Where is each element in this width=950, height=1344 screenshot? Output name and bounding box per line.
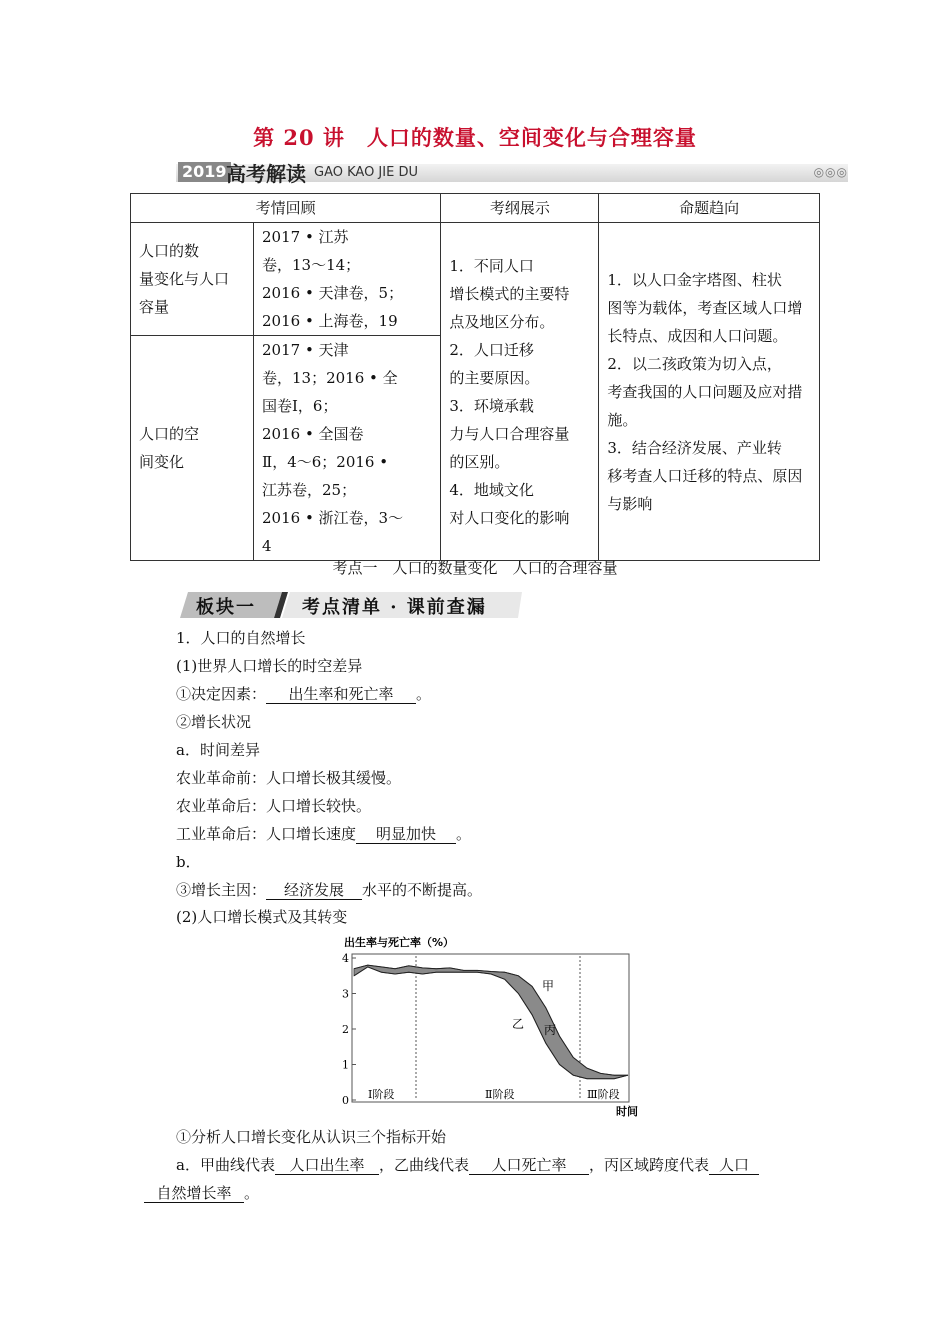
- header-review: 考情回顾: [131, 194, 441, 223]
- content-line: 农业革命后：人口增长较快。: [176, 797, 372, 815]
- content-line: 自然增长率 。: [144, 1183, 259, 1203]
- chart-ylabel: 出生率与死亡率（%）: [344, 936, 455, 949]
- y-tick-label: 1: [342, 1058, 349, 1072]
- content-line: (1)世界人口增长的时空差异: [176, 657, 363, 675]
- answer-blank: 出生率和死亡率: [266, 685, 416, 704]
- block-title: 考点清单 · 课前查漏: [302, 597, 487, 618]
- y-tick-label: 3: [342, 987, 349, 1001]
- content-line: a．时间差异: [176, 741, 260, 759]
- stage-2-label: Ⅱ阶段: [485, 1088, 515, 1101]
- block-banner: [178, 590, 522, 620]
- death-rate-line: [354, 967, 628, 1079]
- content-line: b．: [176, 853, 201, 871]
- topic-cell: 人口的数 量变化与人口 容量: [131, 223, 254, 336]
- answer-blank: 明显加快: [356, 825, 456, 844]
- plot-frame: [352, 954, 629, 1102]
- stage-3-label: Ⅲ阶段: [587, 1088, 620, 1101]
- stage-1-label: Ⅰ阶段: [368, 1088, 395, 1101]
- chart-xlabel: 时间: [616, 1105, 638, 1118]
- population-chart: [340, 934, 660, 1120]
- y-tick-label: 2: [342, 1023, 349, 1036]
- banner-title: 高考解读: [226, 162, 306, 186]
- section-heading: 考点一 人口的数量变化 人口的合理容量: [332, 559, 618, 577]
- label-bing: 丙: [544, 1023, 557, 1037]
- exam-cell: 2017 • 天津 卷，13；2016 • 全 国卷Ⅰ，6； 2016 • 全国卷 Ⅱ，4～6；2016 • 江苏卷，25； 2016 • 浙江卷，3～ 4: [254, 336, 441, 561]
- header-outline: 考纲展示: [441, 194, 599, 223]
- topic-cell: 人口的空 间变化: [131, 336, 254, 561]
- label-jia: 甲: [542, 979, 555, 993]
- birth-rate-line: [354, 965, 628, 1075]
- header-trend: 命题趋向: [599, 194, 820, 223]
- answer-blank: 人口死亡率: [469, 1156, 589, 1175]
- trend-cell: 1．以人口金字塔图、柱状 图等为载体，考查区域人口增 长特点、成因和人口问题。 2．以二孩政策为切入点， 考查我国的人口问题及应对措 施。 3．结合经济发展、产业转 移考查人口迁移的特点、原因 与影响: [599, 223, 820, 561]
- content-line: 1．人口的自然增长: [176, 629, 306, 647]
- y-tick-label: 0: [342, 1094, 349, 1107]
- answer-blank: 经济发展: [266, 881, 362, 900]
- banner-subtitle: GAO KAO JIE DU: [314, 165, 418, 180]
- answer-blank: 自然增长率: [144, 1184, 244, 1203]
- content-line: ①决定因素： 出生率和死亡率 。: [176, 685, 432, 703]
- outline-cell: 1．不同人口 增长模式的主要特 点及地区分布。 2．人口迁移 的主要原因。 3．环境承载 力与人口合理容量 的区别。 4．地域文化 对人口变化的影响: [441, 223, 599, 561]
- content-line: 工业革命后：人口增长速度 明显加快 。: [176, 825, 472, 843]
- y-tick-label: 4: [342, 952, 349, 965]
- page-title: 第 20 讲 人口的数量、空间变化与合理容量: [253, 125, 697, 150]
- natural-growth-area: [354, 965, 628, 1079]
- section-banner: [176, 158, 848, 184]
- exam-review-table: [130, 193, 820, 561]
- content-line: ②增长状况: [176, 713, 252, 731]
- answer-blank: 人口: [709, 1156, 759, 1175]
- banner-dots-icon: ◎◎◎: [813, 165, 848, 179]
- block-label: 板块一: [196, 597, 256, 618]
- banner-year: 2019: [178, 162, 231, 182]
- content-line: 农业革命前：人口增长极其缓慢。: [176, 769, 402, 787]
- content-line: ③增长主因： 经济发展 水平的不断提高。: [176, 881, 483, 899]
- answer-blank: 人口出生率: [275, 1156, 379, 1175]
- content-line: a．甲曲线代表 人口出生率 ，乙曲线代表 人口死亡率 ，丙区域跨度代表 人口: [176, 1155, 759, 1175]
- label-yi: 乙: [512, 1017, 525, 1031]
- content-line: (2)人口增长模式及其转变: [176, 908, 348, 926]
- exam-cell: 2017 • 江苏 卷，13～14； 2016 • 天津卷，5； 2016 • 上海卷，19: [254, 223, 441, 336]
- content-line: ①分析人口增长变化从认识三个指标开始: [176, 1128, 447, 1146]
